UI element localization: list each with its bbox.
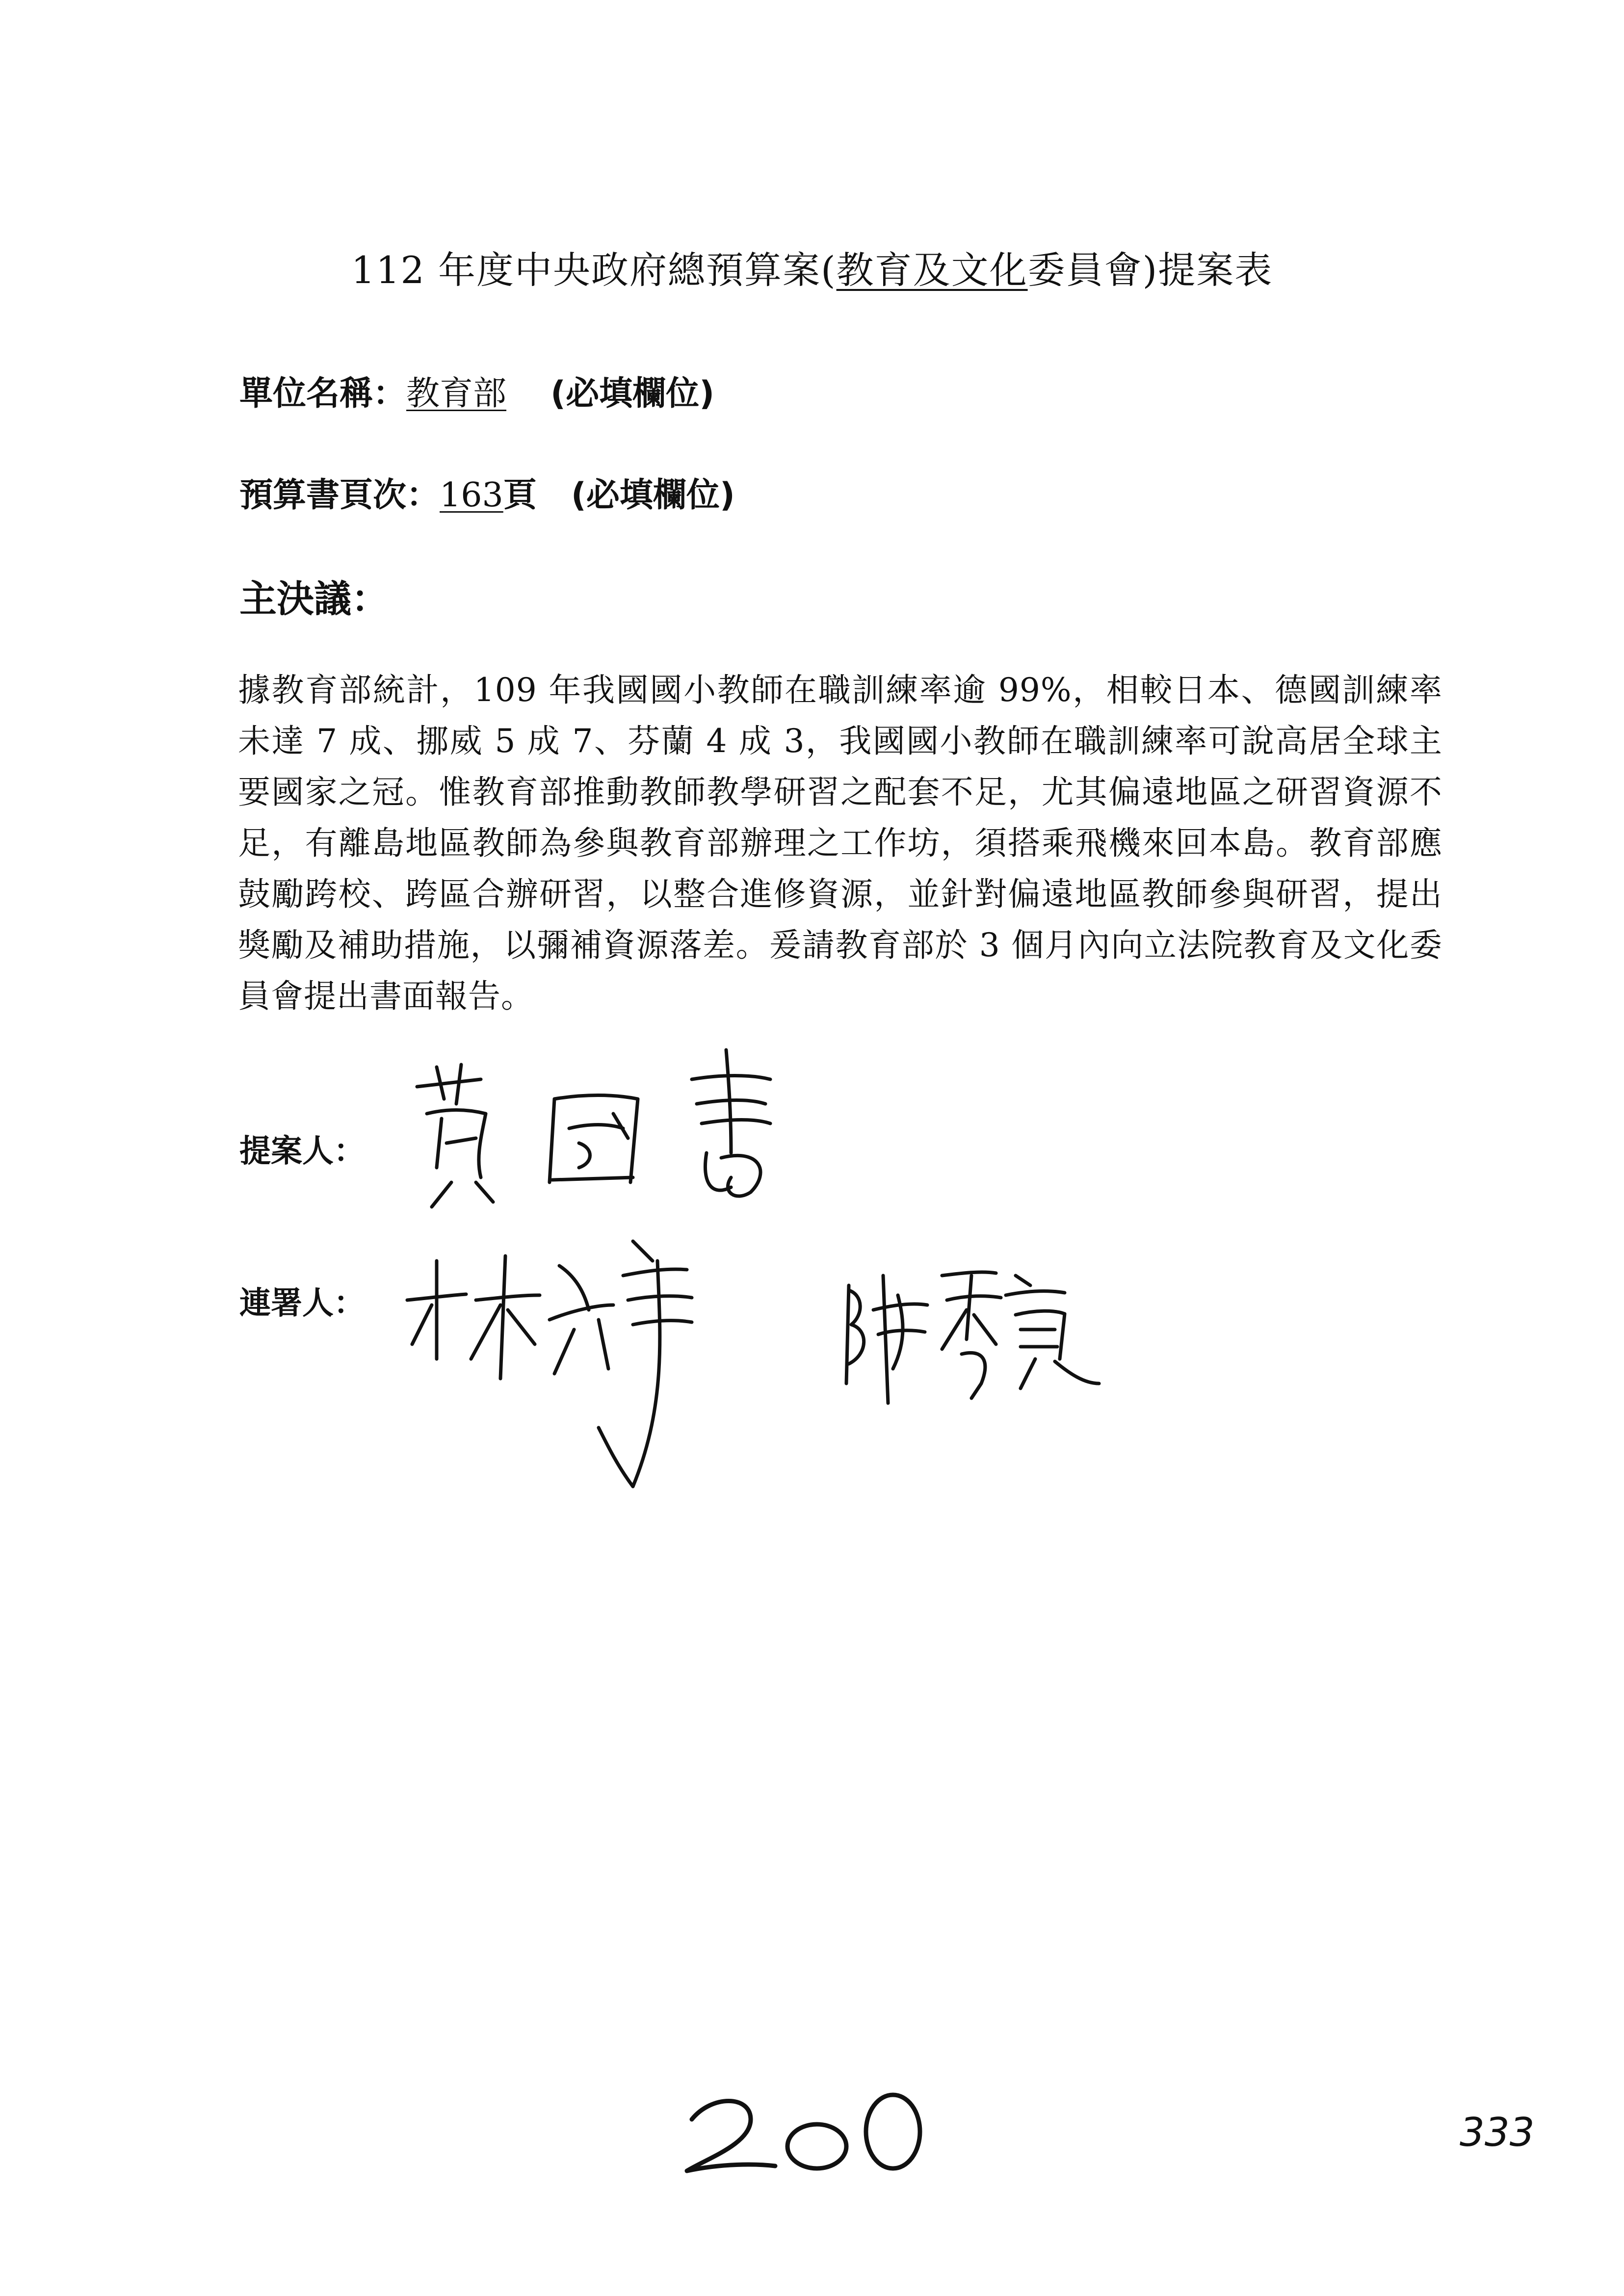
resolution-heading: 主決議： <box>239 577 389 621</box>
proposer-signature <box>407 1040 829 1217</box>
cosigner-signature-1 <box>402 1231 707 1506</box>
page-number: 333 <box>1460 2110 1535 2155</box>
unit-required-note: (必填欄位) <box>550 374 715 413</box>
unit-name-value: 教育部 <box>406 374 507 413</box>
resolution-body: 據教育部統計，109 年我國國小教師在職訓練率逾 99%，相較日本、德國訓練率未達 7 成、挪威 5 成 7、芬蘭 4 成 3，我國國小教師在職訓練率可說高居全球主要國家之冠。惟教育部推動教師教學研習之配套不足，尤其偏遠地區之研習資源不足，有離島地區教師為參與教育部辦理之工作坊，須搭乘飛機來回本島。教育部應鼓勵跨校、跨區合辦研習，以整合進修資源，並針對偏遠地區教師參與研習，提出獎勵及補助措施，以彌補資源落差。爰請教育部於 3 個月內向立法院教育及文化委員會提出書面報告。 <box>238 671 1442 1015</box>
cosigner-label: 連署人： <box>239 1285 365 1322</box>
budget-page-required-note: (必填欄位) <box>571 476 735 515</box>
unit-name-label: 單位名稱： <box>239 374 407 413</box>
title-underlined-committee: 教育及文化 <box>836 248 1028 292</box>
budget-page-label: 預算書頁次： <box>239 476 440 515</box>
title-prefix: 112 年度中央政府總預算案( <box>351 248 837 292</box>
budget-page-unit: 頁 <box>503 476 537 515</box>
title-suffix: 委員會)提案表 <box>1027 248 1273 292</box>
unit-name-field <box>239 367 714 415</box>
page-title <box>0 240 1624 294</box>
cosigner-signature-2 <box>834 1256 1109 1413</box>
budget-page-value: 163 <box>440 476 503 515</box>
handwritten-number <box>677 2085 932 2185</box>
proposer-label: 提案人： <box>239 1133 365 1170</box>
budget-page-field <box>239 469 735 516</box>
